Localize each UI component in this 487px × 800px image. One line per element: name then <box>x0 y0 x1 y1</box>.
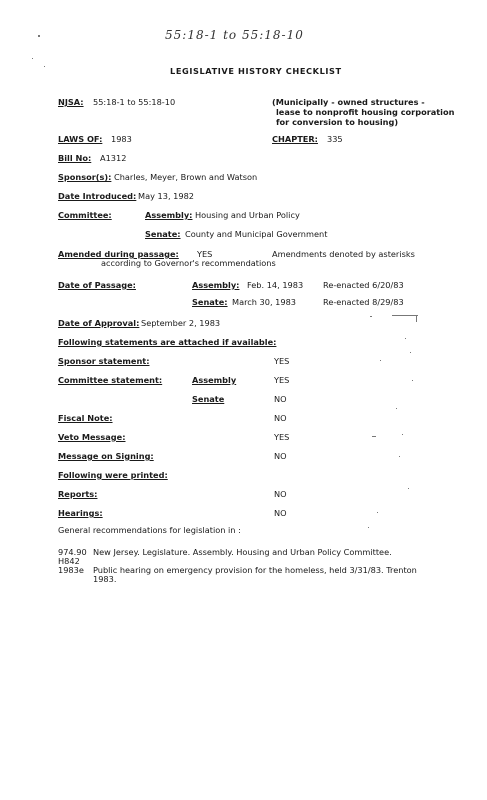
description-line-3: for conversion to housing) <box>276 117 399 127</box>
committee-statement-senate-value: NO <box>274 394 287 404</box>
laws-of-value: 1983 <box>111 134 132 144</box>
amended-note-2: according to Governor's recommendations <box>101 258 276 268</box>
signing-message-label: Message on Signing: <box>58 451 154 461</box>
reports-label: Reports: <box>58 489 98 499</box>
veto-message-label: Veto Message: <box>58 432 126 442</box>
committee-senate-value: County and Municipal Government <box>185 229 328 239</box>
laws-of-label: LAWS OF: <box>58 134 103 144</box>
njsa-label: NJSA: <box>58 97 84 107</box>
passage-senate-reenacted: Re-enacted 8/29/83 <box>323 297 404 307</box>
call-number-2: H842 <box>58 556 80 566</box>
fiscal-note-value: NO <box>274 413 287 423</box>
passage-assembly-value: Feb. 14, 1983 <box>247 280 304 290</box>
committee-statement-label: Committee statement: <box>58 375 163 385</box>
attached-heading: Following statements are attached if available: <box>58 337 277 347</box>
description-line-2: lease to nonprofit housing corporation <box>276 107 455 117</box>
passage-assembly-label: Assembly: <box>192 280 240 290</box>
committee-statement-assembly-label: Assembly <box>192 375 237 385</box>
amended-note-1: Amendments denoted by asterisks <box>272 249 415 259</box>
sponsor-statement-value: YES <box>274 356 290 366</box>
approval-label: Date of Approval: <box>58 318 140 328</box>
bill-no-label: Bill No: <box>58 153 92 163</box>
sponsors-label: Sponsor(s): <box>58 172 112 182</box>
chapter-label: CHAPTER: <box>272 134 318 144</box>
sponsor-statement-label: Sponsor statement: <box>58 356 150 366</box>
description-line-1: (Municipally - owned structures - <box>272 97 425 107</box>
date-introduced-value: May 13, 1982 <box>138 191 194 201</box>
committee-label: Committee: <box>58 210 112 220</box>
passage-label: Date of Passage: <box>58 280 136 290</box>
amended-value: YES <box>197 249 213 259</box>
catalog-entry-line-2: Public hearing on emergency provision for the homeless, held 3/31/83. Trenton <box>93 565 417 575</box>
handwritten-header: 55:18-1 to 55:18-10 <box>165 28 304 42</box>
chapter-value: 335 <box>327 134 343 144</box>
sponsors-value: Charles, Meyer, Brown and Watson <box>114 172 258 182</box>
veto-message-value: YES <box>274 432 290 442</box>
committee-assembly-label: Assembly: <box>145 210 193 220</box>
committee-statement-senate-label: Senate <box>192 394 225 404</box>
passage-senate-value: March 30, 1983 <box>232 297 297 307</box>
fiscal-note-label: Fiscal Note: <box>58 413 113 423</box>
general-recommendations: General recommendations for legislation in : <box>58 525 241 535</box>
committee-senate-label: Senate: <box>145 229 181 239</box>
reports-value: NO <box>274 489 287 499</box>
njsa-value: 55:18-1 to 55:18-10 <box>93 97 176 107</box>
hearings-value: NO <box>274 508 287 518</box>
committee-statement-assembly-value: YES <box>274 375 290 385</box>
signing-message-value: NO <box>274 451 287 461</box>
catalog-entry-line-1: New Jersey. Legislature. Assembly. Housing and Urban Policy Committee. <box>93 547 392 557</box>
committee-assembly-value: Housing and Urban Policy <box>195 210 300 220</box>
passage-senate-label: Senate: <box>192 297 228 307</box>
date-introduced-label: Date Introduced: <box>58 191 137 201</box>
amended-label: Amended during passage: <box>58 249 179 259</box>
page-title: LEGISLATIVE HISTORY CHECKLIST <box>170 66 342 76</box>
passage-assembly-reenacted: Re-enacted 6/20/83 <box>323 280 404 290</box>
hearings-label: Hearings: <box>58 508 103 518</box>
catalog-entry-line-3: 1983. <box>93 574 117 584</box>
bill-no-value: A1312 <box>100 153 127 163</box>
call-number-3: 1983e <box>58 565 84 575</box>
printed-heading: Following were printed: <box>58 470 168 480</box>
approval-value: September 2, 1983 <box>141 318 221 328</box>
call-number-1: 974.90 <box>58 547 87 557</box>
